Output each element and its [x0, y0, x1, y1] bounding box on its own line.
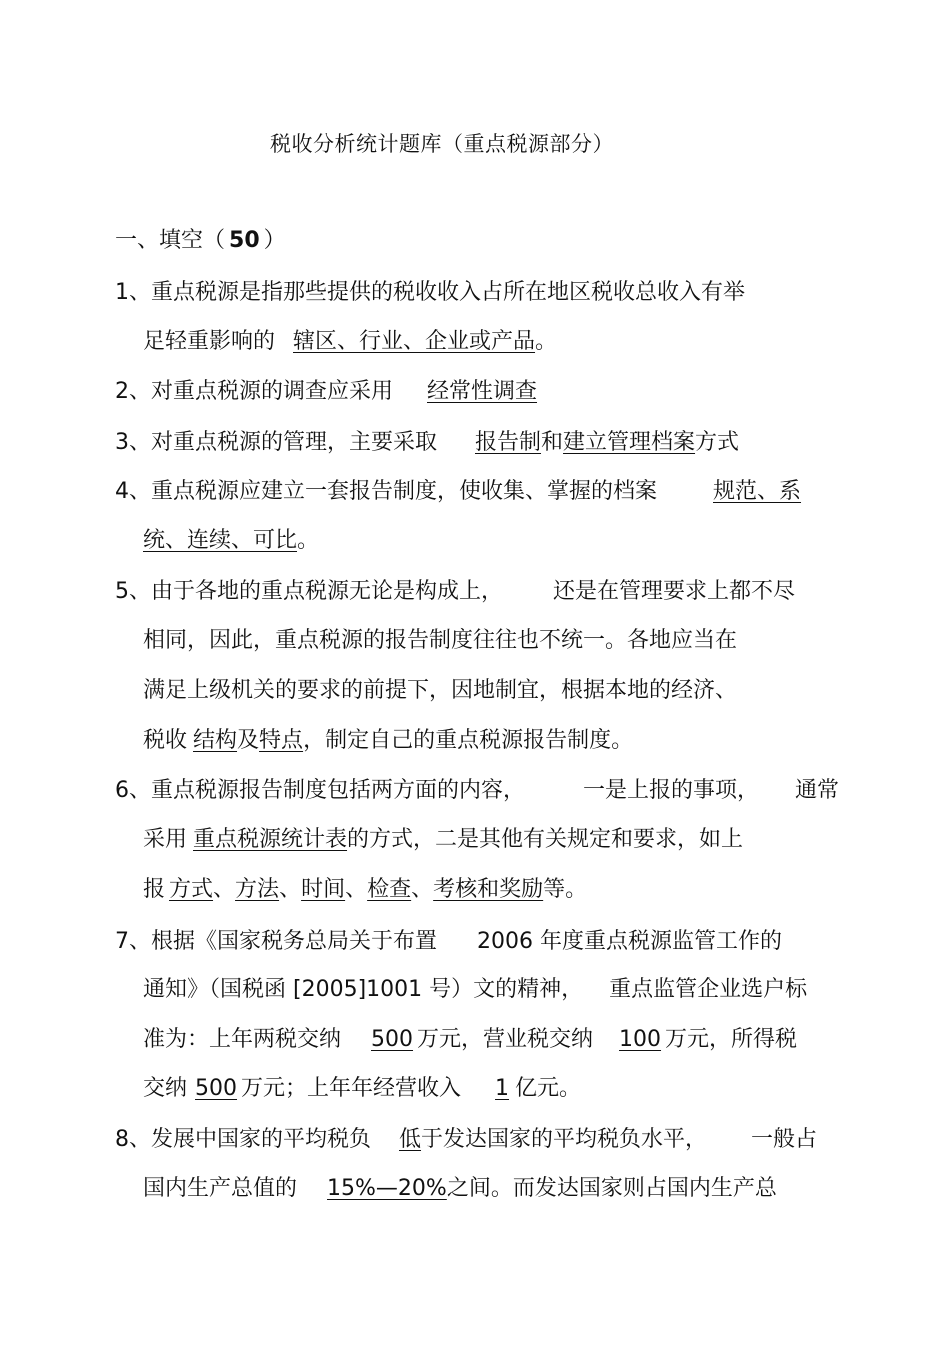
question-7-answer-1: 500: [371, 1027, 414, 1052]
question-8-text-1: 8、发展中国家的平均税负: [115, 1127, 371, 1152]
question-8-line-1: [115, 1125, 817, 1155]
section-count: 50: [229, 228, 260, 253]
question-6-line-2: [143, 825, 743, 855]
question-1-text: 足轻重影响的: [143, 329, 276, 354]
question-4-text: 4、重点税源应建立一套报告制度，使收集、掌握的档案: [115, 479, 657, 504]
question-3-text: 3、对重点税源的管理，主要采取: [115, 430, 437, 455]
question-6-text-6: 报: [143, 877, 166, 902]
question-3-answer-2: 建立管理档案: [563, 430, 696, 455]
question-8-answer-2: 15%—20%: [327, 1176, 447, 1201]
question-6-text-4: 采用: [143, 827, 188, 852]
section-heading: [115, 226, 286, 256]
question-7-text-1: 7、根据《国家税务总局关于布置: [115, 929, 437, 954]
question-5-text-1: 5、由于各地的重点税源无论是构成上，: [115, 579, 503, 604]
question-5-answer-2: 特点: [259, 728, 304, 753]
question-7-text-6: 万元，营业税交纳: [417, 1027, 594, 1052]
question-2-answer: 经常性调查: [427, 379, 538, 404]
question-3: [115, 428, 739, 458]
question-4-tail: 。: [297, 528, 320, 553]
question-6-answer-2: 方式: [169, 877, 214, 902]
question-5-line-4: [143, 726, 633, 756]
question-5-line-3: 满足上级机关的要求的前提下，因地制宜，根据本地的经济、: [143, 678, 738, 703]
question-5-text-2: 还是在管理要求上都不尽: [553, 579, 796, 604]
question-7-answer-2: 100: [619, 1027, 662, 1052]
question-4-line-1: [115, 477, 801, 507]
question-8-line-2: [143, 1174, 777, 1204]
question-8-text-3: 一般占: [751, 1127, 818, 1152]
question-7-line-2: [143, 975, 807, 1005]
question-6-text-2: 一是上报的事项，: [583, 778, 760, 803]
question-8-answer-1: 低: [399, 1127, 422, 1152]
question-7-text-10: 亿元。: [515, 1076, 582, 1101]
question-4-answer-part-1: 规范、系: [713, 479, 802, 504]
document-title: 税收分析统计题库（重点税源部分）: [270, 132, 614, 156]
question-5-answer-1: 结构: [193, 728, 238, 753]
question-1-tail: 。: [535, 329, 558, 354]
question-6-answer-6: 考核和奖励: [433, 877, 544, 902]
question-7-text-4: 重点监管企业选户标: [609, 977, 808, 1002]
question-4-line-2: [143, 526, 319, 556]
question-7-text-9: 万元；上年年经营收入: [241, 1076, 462, 1101]
question-7-answer-4: 1: [495, 1076, 510, 1101]
question-6-line-1: [115, 776, 839, 806]
question-6-sep-1: 、: [213, 877, 236, 902]
question-7-text-5: 准为：上年两税交纳: [143, 1027, 342, 1052]
question-6-text-5: 的方式，二是其他有关规定和要求，如上: [347, 827, 744, 852]
question-5-text-4: 及: [237, 728, 260, 753]
question-2-text: 2、对重点税源的调查应采用: [115, 379, 393, 404]
question-6-answer-4: 时间: [301, 877, 346, 902]
question-8-text-2: 于发达国家的平均税负水平，: [421, 1127, 708, 1152]
question-6-answer-1: 重点税源统计表: [193, 827, 348, 852]
question-7-text-8: 交纳: [143, 1076, 188, 1101]
question-5-text-5: ，制定自己的重点税源报告制度。: [303, 728, 634, 753]
question-7-line-4: [143, 1074, 581, 1104]
question-4-answer-part-2: 统、连续、可比: [143, 528, 298, 553]
section-heading-prefix: 一、填空（: [115, 228, 226, 253]
question-8-text-4: 国内生产总值的: [143, 1176, 298, 1201]
question-6-text-3: 通常: [795, 778, 840, 803]
question-5-text-3: 税收: [143, 728, 188, 753]
question-1-line-1: 1、重点税源是指那些提供的税收收入占所在地区税收总收入有举: [115, 280, 745, 305]
question-6-line-3: [143, 875, 587, 905]
question-2: [115, 377, 537, 407]
question-7-line-3: [143, 1025, 797, 1055]
question-3-answer-1: 报告制: [475, 430, 542, 455]
question-6-sep-4: 、: [411, 877, 434, 902]
question-7-text-3: 通知》（国税函 [2005]1001 号）文的精神，: [143, 977, 584, 1002]
question-6-sep-3: 、: [345, 877, 368, 902]
question-7-line-1: [115, 927, 782, 957]
question-7-answer-3: 500: [195, 1076, 238, 1101]
question-1-answer: 辖区、行业、企业或产品: [293, 329, 536, 354]
question-6-text-7: 等。: [543, 877, 588, 902]
question-6-text-1: 6、重点税源报告制度包括两方面的内容，: [115, 778, 525, 803]
question-8-text-5: 之间。而发达国家则占国内生产总: [446, 1176, 777, 1201]
question-1-line-2: [143, 327, 557, 357]
question-6-answer-3: 方法: [235, 877, 280, 902]
question-3-tail: 方式: [695, 430, 740, 455]
question-6-answer-5: 检查: [367, 877, 412, 902]
question-6-sep-2: 、: [279, 877, 302, 902]
question-7-text-7: 万元，所得税: [665, 1027, 798, 1052]
question-5-line-2: 相同，因此，重点税源的报告制度往往也不统一。各地应当在: [143, 628, 738, 653]
section-heading-suffix: ）: [263, 228, 286, 253]
question-5-line-1: [115, 577, 795, 607]
question-7-text-2: 2006 年度重点税源监管工作的: [477, 929, 782, 954]
question-3-mid: 和: [541, 430, 564, 455]
